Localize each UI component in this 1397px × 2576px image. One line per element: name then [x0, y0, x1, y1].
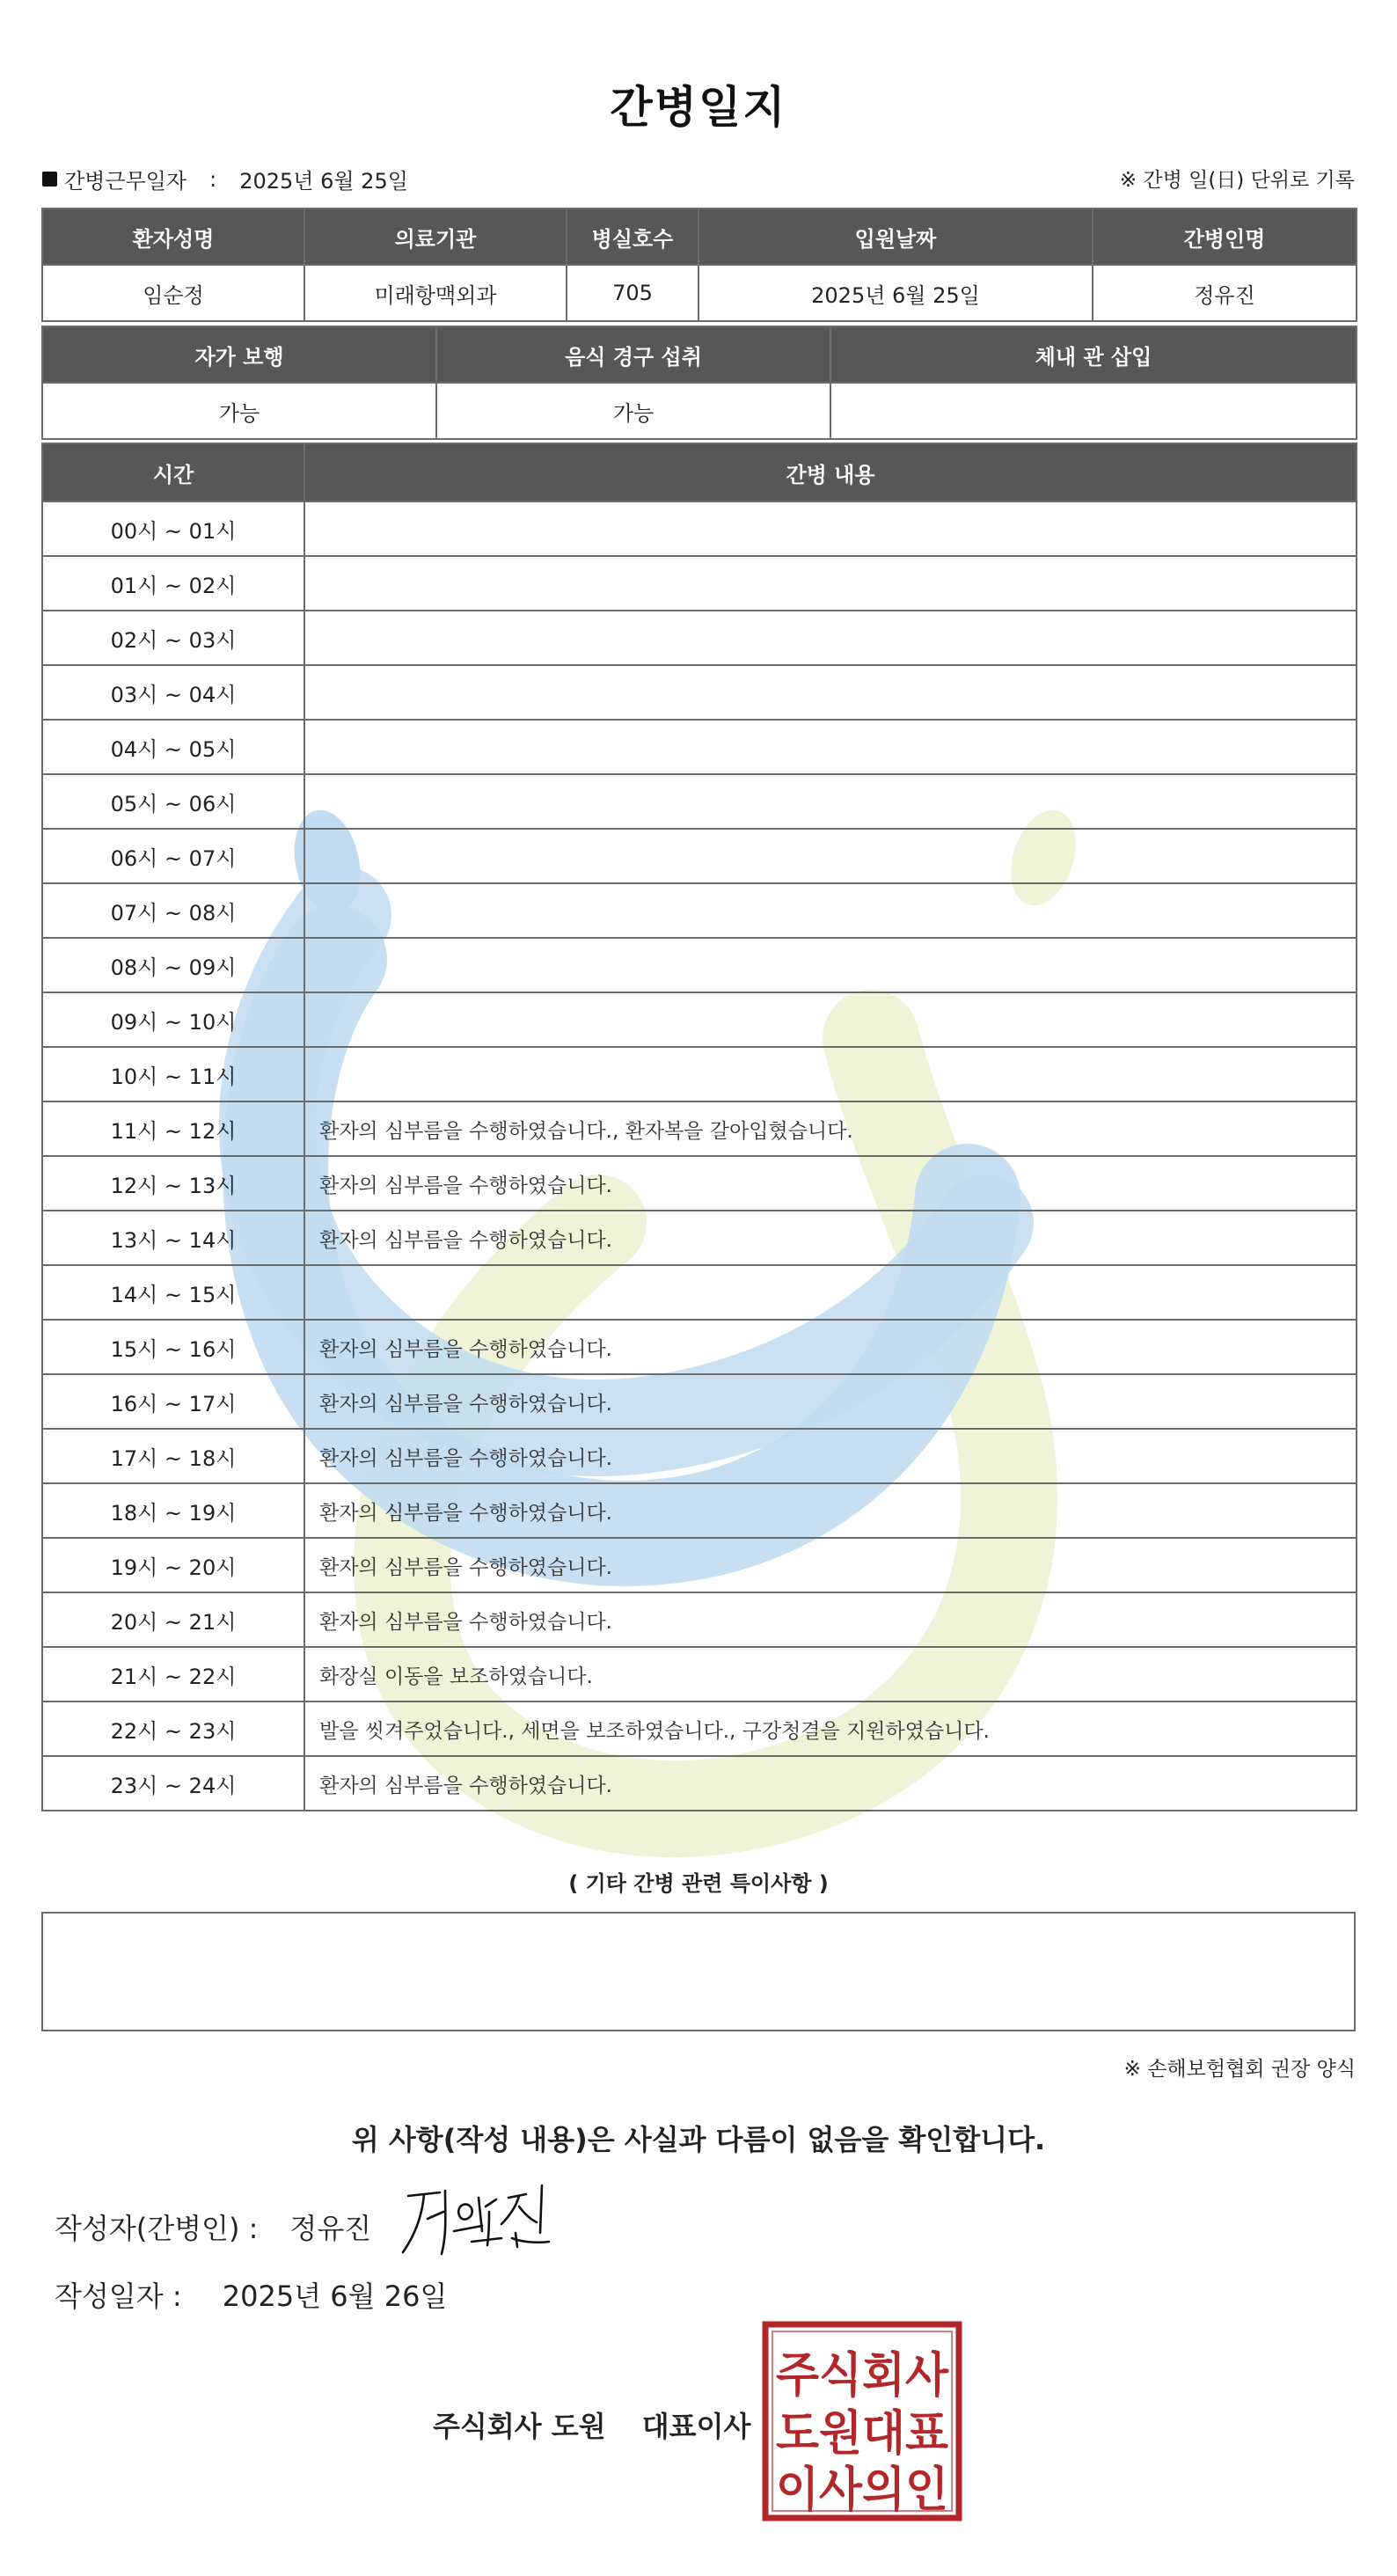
care-note-cell: 화장실 이동을 보조하였습니다. — [304, 1647, 1357, 1701]
record-unit-note: ※ 간병 일(日) 단위로 기록 — [1119, 169, 1355, 192]
company-line — [433, 2404, 750, 2445]
table-row — [42, 556, 1357, 611]
confirmation-statement: 위 사항(작성 내용)은 사실과 다름이 없음을 확인합니다. — [351, 2123, 1046, 2156]
table-row — [42, 720, 1357, 774]
writer-label: 작성자(간병인) : — [55, 2212, 259, 2245]
care-note-cell — [304, 611, 1357, 665]
care-note-cell: 환자의 심부름을 수행하였습니다. — [304, 1156, 1357, 1211]
written-date-value: 2025년 6월 26일 — [222, 2280, 448, 2313]
time-cell: 16시 ~ 17시 — [42, 1374, 304, 1429]
table-row — [42, 938, 1357, 992]
care-note-cell: 환자의 심부름을 수행하였습니다. — [304, 1429, 1357, 1483]
time-cell: 09시 ~ 10시 — [42, 992, 304, 1047]
care-note-cell: 환자의 심부름을 수행하였습니다. — [304, 1538, 1357, 1592]
table-row — [42, 1647, 1357, 1701]
oral-intake-value: 가능 — [436, 383, 830, 439]
time-cell: 22시 ~ 23시 — [42, 1701, 304, 1756]
header-time: 시간 — [42, 443, 304, 501]
care-note-cell — [304, 774, 1357, 829]
time-cell: 17시 ~ 18시 — [42, 1429, 304, 1483]
care-note-cell — [304, 556, 1357, 611]
care-note-cell — [304, 829, 1357, 883]
self-walking-value: 가능 — [42, 383, 436, 439]
remarks-box — [41, 1912, 1356, 2031]
document-title: 간병일지 — [610, 82, 787, 133]
caregiver-name-value: 정유진 — [1093, 265, 1357, 321]
table-row — [42, 1483, 1357, 1538]
header-patient-name: 환자성명 — [42, 209, 304, 265]
written-date-line — [55, 2274, 447, 2315]
square-bullet-icon — [42, 172, 57, 187]
care-log-table — [41, 443, 1357, 1811]
patient-name-value: 임순정 — [42, 265, 304, 321]
table-row — [42, 1211, 1357, 1265]
time-cell: 08시 ~ 09시 — [42, 938, 304, 992]
table-row — [42, 665, 1357, 720]
table-row — [42, 1701, 1357, 1756]
company-seal-icon — [762, 2321, 962, 2521]
table-row — [42, 1101, 1357, 1156]
hospital-value: 미래항맥외과 — [304, 265, 567, 321]
care-note-cell — [304, 883, 1357, 938]
time-cell: 11시 ~ 12시 — [42, 1101, 304, 1156]
room-number-value: 705 — [567, 265, 698, 321]
time-cell: 03시 ~ 04시 — [42, 665, 304, 720]
time-cell: 06시 ~ 07시 — [42, 829, 304, 883]
header-self-walking: 자가 보행 — [42, 326, 436, 383]
work-date-colon: : — [209, 166, 217, 192]
time-cell: 12시 ~ 13시 — [42, 1156, 304, 1211]
care-note-cell — [304, 665, 1357, 720]
table-row — [42, 992, 1357, 1047]
patient-info-table — [41, 208, 1357, 322]
header-hospital: 의료기관 — [304, 209, 567, 265]
care-note-cell — [304, 501, 1357, 556]
written-date-label: 작성일자 : — [55, 2280, 182, 2313]
time-cell: 23시 ~ 24시 — [42, 1756, 304, 1811]
svg-text:도원대표: 도원대표 — [776, 2405, 948, 2461]
header-care-content: 간병 내용 — [304, 443, 1357, 501]
patient-status-table — [41, 326, 1357, 440]
header-caregiver-name: 간병인명 — [1093, 209, 1357, 265]
header-room-number: 병실호수 — [567, 209, 698, 265]
time-cell: 14시 ~ 15시 — [42, 1265, 304, 1320]
association-note: ※ 손해보험협회 권장 양식 — [1123, 2058, 1356, 2081]
work-date-row — [42, 164, 1355, 199]
table-row — [42, 1592, 1357, 1647]
table-row — [42, 1538, 1357, 1592]
time-cell: 04시 ~ 05시 — [42, 720, 304, 774]
table-row — [42, 1756, 1357, 1811]
care-note-cell — [304, 1265, 1357, 1320]
svg-text:주식회사: 주식회사 — [776, 2347, 949, 2403]
table-row — [42, 1156, 1357, 1211]
care-note-cell: 환자의 심부름을 수행하였습니다. — [304, 1483, 1357, 1538]
time-cell: 21시 ~ 22시 — [42, 1647, 304, 1701]
time-cell: 01시 ~ 02시 — [42, 556, 304, 611]
writer-line — [55, 2206, 371, 2247]
time-cell: 00시 ~ 01시 — [42, 501, 304, 556]
time-cell: 20시 ~ 21시 — [42, 1592, 304, 1647]
time-cell: 15시 ~ 16시 — [42, 1320, 304, 1374]
time-cell: 18시 ~ 19시 — [42, 1483, 304, 1538]
table-row — [42, 829, 1357, 883]
care-note-cell — [304, 992, 1357, 1047]
table-row — [42, 774, 1357, 829]
handwritten-signature-icon — [398, 2180, 556, 2259]
care-note-cell: 발을 씻겨주었습니다., 세면을 보조하였습니다., 구강청결을 지원하였습니다. — [304, 1701, 1357, 1756]
time-cell: 02시 ~ 03시 — [42, 611, 304, 665]
work-date-label: 간병근무일자 — [64, 169, 187, 194]
care-note-cell: 환자의 심부름을 수행하였습니다. — [304, 1374, 1357, 1429]
table-row — [42, 501, 1357, 556]
table-row — [42, 1320, 1357, 1374]
time-cell: 13시 ~ 14시 — [42, 1211, 304, 1265]
header-admission-date: 입원날짜 — [698, 209, 1093, 265]
care-note-cell: 환자의 심부름을 수행하였습니다. — [304, 1756, 1357, 1811]
time-cell: 07시 ~ 08시 — [42, 883, 304, 938]
header-oral-intake: 음식 경구 섭취 — [436, 326, 830, 383]
table-row — [42, 1374, 1357, 1429]
care-note-cell: 환자의 심부름을 수행하였습니다. — [304, 1592, 1357, 1647]
care-note-cell — [304, 938, 1357, 992]
table-row — [42, 883, 1357, 938]
table-row — [42, 1429, 1357, 1483]
care-note-cell: 환자의 심부름을 수행하였습니다. — [304, 1320, 1357, 1374]
writer-name: 정유진 — [289, 2212, 372, 2245]
time-cell: 10시 ~ 11시 — [42, 1047, 304, 1101]
care-note-cell: 환자의 심부름을 수행하였습니다., 환자복을 갈아입혔습니다. — [304, 1101, 1357, 1156]
time-cell: 19시 ~ 20시 — [42, 1538, 304, 1592]
company-ceo-title: 대표이사 — [641, 2410, 751, 2443]
care-note-cell — [304, 720, 1357, 774]
table-row — [42, 611, 1357, 665]
time-cell: 05시 ~ 06시 — [42, 774, 304, 829]
remarks-title: ( 기타 간병 관련 특이사항 ) — [568, 1871, 829, 1896]
svg-text:이사의인: 이사의인 — [776, 2462, 948, 2517]
care-note-cell: 환자의 심부름을 수행하였습니다. — [304, 1211, 1357, 1265]
admission-date-value: 2025년 6월 25일 — [698, 265, 1093, 321]
care-note-cell — [304, 1047, 1357, 1101]
table-row — [42, 1265, 1357, 1320]
company-name: 주식회사 도원 — [433, 2410, 606, 2443]
work-date-value: 2025년 6월 25일 — [239, 169, 408, 194]
tube-insertion-value — [830, 383, 1357, 439]
table-row — [42, 1047, 1357, 1101]
header-tube-insertion: 체내 관 삽입 — [830, 326, 1357, 383]
